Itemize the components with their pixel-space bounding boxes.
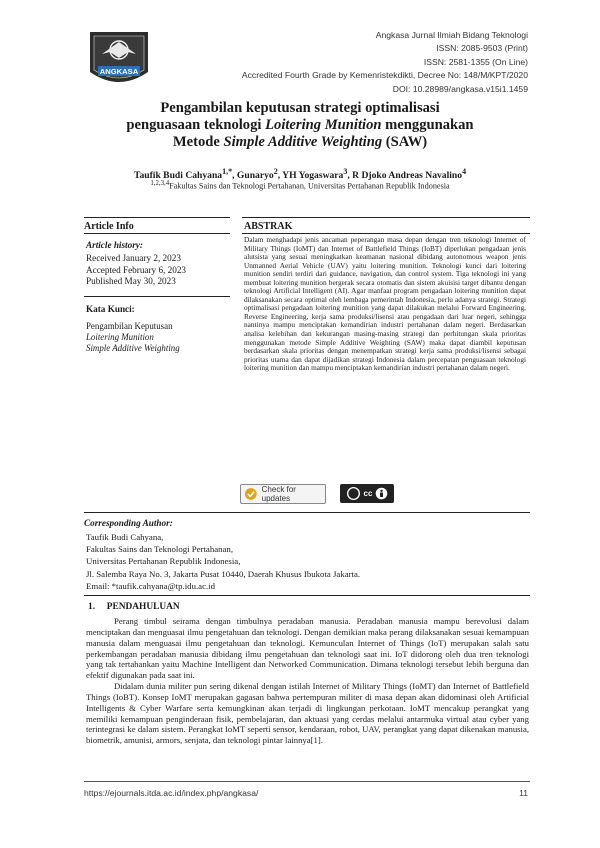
accreditation: Accredited Fourth Grade by Kemenristekdikti, Decree No: 148/M/KPT/2020 xyxy=(241,70,528,81)
intro-paragraph-1: Perang timbul seirama dengan timbulnya peradaban manusia. Peradaban manusia mampu berevolusi dalam menciptakan dan menguasai ilmu pengetahuan dan teknologi. Dengan demikian maka perang dilaksanakan sesuai kemampuan manusia dalam menguasai ilmu pengetahuan dan teknologi. Kemunculan Internet of Things (IoT) merupakan salah satu perkembangan peradaban manusia dibidang ilmu pengetahuan dan teknologi saat ini. IoT didorong oleh dua tren teknologi yang tak tertahankan yaitu Machine Intelligent dan Networked Communication. Dimana teknologi tersebut lebih berguna dan efektif digunakan pada saat ini. xyxy=(86,616,529,681)
journal-logo xyxy=(84,28,154,94)
title-line-3-pre: Metode xyxy=(172,134,224,150)
author-2-sup: 2 xyxy=(273,167,278,176)
footer-rule xyxy=(84,781,530,782)
keyword-item: Simple Additive Weighting xyxy=(86,343,180,353)
abstract-head-rule xyxy=(242,233,530,234)
badges-rule xyxy=(84,512,530,513)
keywords-heading: Kata Kunci: xyxy=(86,304,135,314)
attribution-icon xyxy=(375,487,388,500)
affiliation-text: Fakultas Sains dan Teknologi Pertahanan, Universitas Pertahanan Republik Indonesia xyxy=(169,181,450,191)
corresponding-address: Jl. Salemba Raya No. 3, Jakarta Pusat 10440, Daerah Khusus Ibukota Jakarta. xyxy=(86,568,361,579)
corresponding-university: Universitas Pertahanan Republik Indonesia, xyxy=(86,556,241,567)
title-line-1: Pengambilan keputusan strategi optimalisasi xyxy=(160,100,440,116)
abstract-text: Dalam menghadapi jenis ancaman peperangan masa depan dengan tren teknologi Internet of Military Things (IoMT) dan Internet of Battlefield Things (IoBT) diperlukan pengadaan jenis alutsista yang sesuai meningkatkan keamanan nasional dibidang autonomous weapon jenis Unmanned Aerial Vehicle (UAV) yaitu loitering munition. Teknologi kunci dari loitering munition sendiri terdiri dari guidance, navigation, dan control system. Tiga teknologi ini yang membuat loitering munition bergerak secara otomatis dan sistem akuisisi target dibantu dengan teknologi Artificial Intelligent (AI). Agar manfaat program pengadaan loitering munition dapat dilaksanakan secara optimal oleh lembaga pemerintah Indonesia, perlu adanya strategi. Strategi optimalisasi pengadaan loitering munition yang dapat dilakukan melalui Forward Engineering, Reverse Engineering, kerja sama produksi/lisensi atau pengadaan dari luar negeri, sehingga nantinya mampu menciptakan kemandirian industri pertahanan dalam negeri. Berdasarkan analisa kelebihan dan kekurangan masing-masing strategi dan perhitungan skala prioritas menggunakan metode Simple Additive Weighting (SAW) maka dapat diambil keputusan berdasarkan skala prioritas dengan menempatkan strategi kerja sama produksi/lisensi sebagai prioritas utama dan dapat dijadikan strategi Indonesia dalam percepatan penguasaan teknologi loitering munition dan mampu menciptakan kemandirian industri pertahanan dalam negeri. xyxy=(244,235,526,373)
cc-license-badge[interactable] xyxy=(340,484,394,503)
corresponding-author-heading: Corresponding Author: xyxy=(84,518,173,528)
history-heading: Article history: xyxy=(86,240,143,250)
title-line-2-post: menggunakan xyxy=(381,117,474,133)
intro-paragraph-2: Didalam dunia militer pun sering dikenal dengan istilah Internet of Military Things (IoMT) dan Internet of Battlefield Things (IoBT). Konsep IoMT merupakan gagasan bahwa pertempuran militer di masa depan akan didominasi oleh Artificial Intelligents & Cyber Warfare serta kemungkinan akan terjadi di lingkungan perkotaan. IoMT mencakup perangkat yang memiliki kemampuan penginderaan fisik, pembelajaran, dan aktuasi yang cerdas melalui antarmuka virtual atau cyber yang terintegrasi ke dalam sistem. Perangkat IoMT seperti sensor, kendaraan, robot, UAV, perangkat yang dapat dikenakan manusia, biometrik, amunisi, armors, senjata, dan teknologi pintar lainnya[1]. xyxy=(86,681,529,746)
author-3: , YH Yogaswara xyxy=(277,170,344,182)
author-3-sup: 3 xyxy=(343,167,348,176)
title-line-3-post: (SAW) xyxy=(382,134,428,150)
author-2: , Gunaryo xyxy=(232,170,274,182)
author-1-sup: 1,* xyxy=(222,167,233,176)
corresponding-name: Taufik Budi Cahyana, xyxy=(86,532,164,542)
cc-label: cc xyxy=(363,489,373,498)
title-line-2 xyxy=(60,117,540,134)
article-info-heading: Article Info xyxy=(84,221,134,232)
check-for-updates-label: Check for updates xyxy=(261,485,296,503)
history-published: Published May 30, 2023 xyxy=(86,276,176,287)
title-line-3-italic: Simple Additive Weighting xyxy=(223,134,383,150)
issn-online: ISSN: 2581-1355 (On Line) xyxy=(423,56,528,67)
journal-info xyxy=(242,29,528,96)
keyword-list xyxy=(86,321,180,354)
article-history xyxy=(86,253,186,288)
author-4: , R Djoko Andreas Navalino xyxy=(347,170,463,182)
page-number: 11 xyxy=(519,788,528,798)
corresponding-faculty: Fakultas Sains dan Teknologi Pertahanan, xyxy=(86,544,234,555)
introduction-body xyxy=(86,616,529,746)
title-line-2-italic: Loitering Munition xyxy=(265,117,382,133)
corresponding-email[interactable]: Email: *taufik.cahyana@tp.idu.ac.id xyxy=(86,580,216,591)
author-1: Taufik Budi Cahyana xyxy=(133,170,223,182)
corresponding-rule xyxy=(84,595,530,596)
journal-url[interactable]: https://ejournals.itda.ac.id/index.php/angkasa/ xyxy=(84,788,259,798)
issn-print: ISSN: 2085-9503 (Print) xyxy=(436,43,528,54)
history-accepted: Accepted February 6, 2023 xyxy=(86,264,187,275)
creative-commons-icon xyxy=(346,486,361,501)
check-for-updates-badge[interactable] xyxy=(240,484,326,504)
history-rule xyxy=(84,296,230,297)
corresponding-author-details xyxy=(86,531,360,592)
info-top-rule xyxy=(84,217,230,218)
doi[interactable]: DOI: 10.28989/angkasa.v15i1.1459 xyxy=(392,83,528,94)
section-heading-introduction: 1. PENDAHULUAN xyxy=(88,602,180,612)
title-line-3 xyxy=(60,134,540,151)
info-head-rule xyxy=(84,233,230,234)
keyword-item: Loitering Munition xyxy=(86,332,154,342)
abstract-heading: ABSTRAK xyxy=(244,221,293,232)
affiliation xyxy=(40,180,560,191)
abstract-top-rule xyxy=(242,217,530,218)
logo-text: ANGKASA xyxy=(99,67,139,76)
author-4-sup: 4 xyxy=(462,167,467,176)
affiliation-sup: 1,2,3,4 xyxy=(150,180,170,187)
crossmark-icon xyxy=(244,487,258,501)
title-line-2-pre: penguasaan teknologi xyxy=(126,117,266,133)
paper-title xyxy=(60,100,540,151)
journal-name: Angkasa Jurnal Ilmiah Bidang Teknologi xyxy=(375,30,528,40)
history-received: Received January 2, 2023 xyxy=(86,253,181,263)
keyword-item: Pengambilan Keputusan xyxy=(86,321,173,331)
